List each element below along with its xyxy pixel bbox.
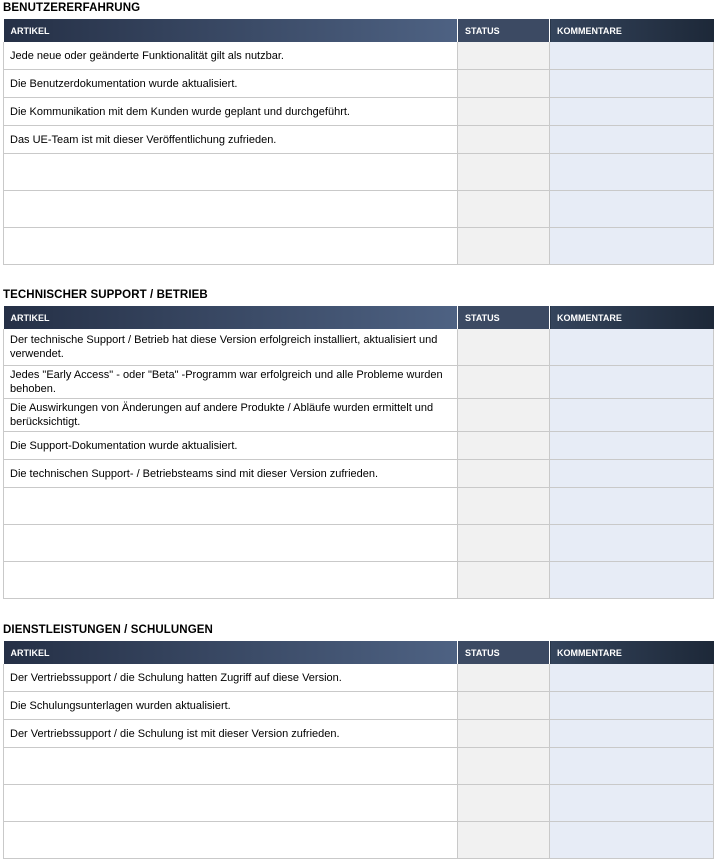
status-cell[interactable] bbox=[458, 748, 550, 785]
status-cell[interactable] bbox=[458, 664, 550, 692]
status-cell[interactable] bbox=[458, 692, 550, 720]
section-title-user-experience: BENUTZERERFAHRUNG bbox=[3, 2, 141, 14]
column-header-item: ARTIKEL bbox=[4, 19, 458, 42]
comment-cell[interactable] bbox=[550, 154, 714, 191]
comment-cell[interactable] bbox=[550, 562, 714, 599]
table-row bbox=[4, 98, 714, 126]
comment-cell[interactable] bbox=[550, 525, 714, 562]
table-header-row bbox=[4, 306, 714, 329]
item-cell[interactable] bbox=[4, 191, 458, 228]
item-cell: Die Support-Dokumentation wurde aktualisiert. bbox=[4, 432, 458, 460]
checklist-table-technical-support bbox=[3, 306, 714, 599]
status-cell[interactable] bbox=[458, 488, 550, 525]
item-cell[interactable] bbox=[4, 748, 458, 785]
table-row-empty bbox=[4, 228, 714, 265]
status-cell[interactable] bbox=[458, 70, 550, 98]
comment-cell[interactable] bbox=[550, 366, 714, 399]
comment-cell[interactable] bbox=[550, 432, 714, 460]
status-cell[interactable] bbox=[458, 432, 550, 460]
table-row bbox=[4, 692, 714, 720]
comment-cell[interactable] bbox=[550, 488, 714, 525]
table-row bbox=[4, 720, 714, 748]
table-row bbox=[4, 329, 714, 366]
table-row-empty bbox=[4, 525, 714, 562]
status-cell[interactable] bbox=[458, 785, 550, 822]
status-cell[interactable] bbox=[458, 399, 550, 432]
status-cell[interactable] bbox=[458, 720, 550, 748]
table-header-row bbox=[4, 641, 714, 664]
column-header-comments: KOMMENTARE bbox=[550, 19, 714, 42]
table-row-empty bbox=[4, 488, 714, 525]
comment-cell[interactable] bbox=[550, 228, 714, 265]
table-row-empty bbox=[4, 191, 714, 228]
status-cell[interactable] bbox=[458, 126, 550, 154]
column-header-item: ARTIKEL bbox=[4, 641, 458, 664]
comment-cell[interactable] bbox=[550, 399, 714, 432]
comment-cell[interactable] bbox=[550, 785, 714, 822]
column-header-status: STATUS bbox=[458, 19, 550, 42]
column-header-comments: KOMMENTARE bbox=[550, 641, 714, 664]
comment-cell[interactable] bbox=[550, 692, 714, 720]
comment-cell[interactable] bbox=[550, 98, 714, 126]
status-cell[interactable] bbox=[458, 154, 550, 191]
table-row bbox=[4, 126, 714, 154]
table-row-empty bbox=[4, 562, 714, 599]
comment-cell[interactable] bbox=[550, 42, 714, 70]
status-cell[interactable] bbox=[458, 822, 550, 859]
status-cell[interactable] bbox=[458, 366, 550, 399]
section-title-services-training: DIENSTLEISTUNGEN / SCHULUNGEN bbox=[3, 624, 213, 636]
comment-cell[interactable] bbox=[550, 126, 714, 154]
column-header-status: STATUS bbox=[458, 641, 550, 664]
status-cell[interactable] bbox=[458, 191, 550, 228]
status-cell[interactable] bbox=[458, 562, 550, 599]
table-row-empty bbox=[4, 822, 714, 859]
table-row-empty bbox=[4, 748, 714, 785]
item-cell: Die Schulungsunterlagen wurden aktualisiert. bbox=[4, 692, 458, 720]
table-row bbox=[4, 664, 714, 692]
table-row bbox=[4, 460, 714, 488]
column-header-comments: KOMMENTARE bbox=[550, 306, 714, 329]
item-cell: Der Vertriebssupport / die Schulung hatten Zugriff auf diese Version. bbox=[4, 664, 458, 692]
table-header-row bbox=[4, 19, 714, 42]
table-row bbox=[4, 42, 714, 70]
section-title-technical-support: TECHNISCHER SUPPORT / BETRIEB bbox=[3, 289, 208, 301]
comment-cell[interactable] bbox=[550, 191, 714, 228]
item-cell: Die Auswirkungen von Änderungen auf andere Produkte / Abläufe wurden ermittelt und berücksichtigt. bbox=[4, 399, 458, 432]
item-cell[interactable] bbox=[4, 562, 458, 599]
item-cell: Jedes "Early Access" - oder "Beta" -Programm war erfolgreich und alle Probleme wurden behoben. bbox=[4, 366, 458, 399]
table-row bbox=[4, 432, 714, 460]
table-row bbox=[4, 70, 714, 98]
item-cell: Der technische Support / Betrieb hat diese Version erfolgreich installiert, aktualisiert und verwendet. bbox=[4, 329, 458, 366]
status-cell[interactable] bbox=[458, 329, 550, 366]
item-cell[interactable] bbox=[4, 525, 458, 562]
table-row bbox=[4, 366, 714, 399]
comment-cell[interactable] bbox=[550, 822, 714, 859]
comment-cell[interactable] bbox=[550, 460, 714, 488]
comment-cell[interactable] bbox=[550, 70, 714, 98]
table-row-empty bbox=[4, 154, 714, 191]
checklist-table-services-training bbox=[3, 641, 714, 859]
column-header-item: ARTIKEL bbox=[4, 306, 458, 329]
comment-cell[interactable] bbox=[550, 720, 714, 748]
column-header-status: STATUS bbox=[458, 306, 550, 329]
item-cell: Jede neue oder geänderte Funktionalität gilt als nutzbar. bbox=[4, 42, 458, 70]
checklist-table-user-experience bbox=[3, 19, 714, 265]
item-cell: Die Kommunikation mit dem Kunden wurde geplant und durchgeführt. bbox=[4, 98, 458, 126]
status-cell[interactable] bbox=[458, 525, 550, 562]
status-cell[interactable] bbox=[458, 98, 550, 126]
item-cell: Die technischen Support- / Betriebsteams sind mit dieser Version zufrieden. bbox=[4, 460, 458, 488]
item-cell[interactable] bbox=[4, 785, 458, 822]
item-cell: Der Vertriebssupport / die Schulung ist mit dieser Version zufrieden. bbox=[4, 720, 458, 748]
table-row-empty bbox=[4, 785, 714, 822]
status-cell[interactable] bbox=[458, 460, 550, 488]
comment-cell[interactable] bbox=[550, 748, 714, 785]
item-cell[interactable] bbox=[4, 488, 458, 525]
item-cell[interactable] bbox=[4, 228, 458, 265]
item-cell: Die Benutzerdokumentation wurde aktualisiert. bbox=[4, 70, 458, 98]
table-row bbox=[4, 399, 714, 432]
item-cell[interactable] bbox=[4, 822, 458, 859]
comment-cell[interactable] bbox=[550, 329, 714, 366]
status-cell[interactable] bbox=[458, 42, 550, 70]
item-cell: Das UE-Team ist mit dieser Veröffentlichung zufrieden. bbox=[4, 126, 458, 154]
comment-cell[interactable] bbox=[550, 664, 714, 692]
item-cell[interactable] bbox=[4, 154, 458, 191]
status-cell[interactable] bbox=[458, 228, 550, 265]
